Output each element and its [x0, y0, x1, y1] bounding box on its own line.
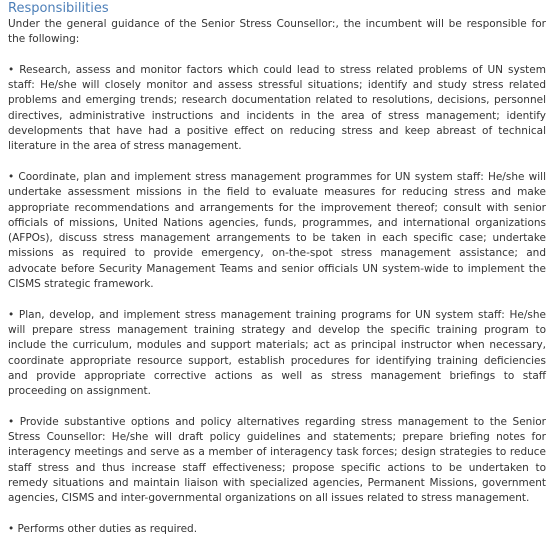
responsibility-research: • Research, assess and monitor factors which could lead to stress related problems of UN system staff: He/she will closely monitor and assess stressful situations; identify and study stress related problems and emerging trends; research documentation related to resolutions, decisions, personnel directives, administrative instructions and incidents in the area of stress management; identify developments that have had a positive effect on reducing stress and keep abreast of technical literature in the area of stress management.: [8, 63, 546, 153]
responsibility-policy: • Provide substantive options and policy alternatives regarding stress management to the Senior Stress Counsellor: He/she will draft policy guidelines and statements; prepare briefing notes for interagency meetings and serve as a member of interagency task forces; design strategies to reduce staff stress and thus increase staff effectiveness; propose specific actions to be undertaken to remedy situations and maintain liaison with specialized agencies, Permanent Missions, government agencies, CISMS and inter-governmental organizations on all issues related to stress management.: [8, 415, 546, 505]
responsibility-other: • Performs other duties as required.: [8, 522, 198, 535]
responsibility-training: • Plan, develop, and implement stress management training programs for UN system staff: He/she will prepare stress management training strategy and develop the specific training program to include the curriculum, modules and support materials; act as principal instructor when necessary, coordinate appropriate resource support, establish procedures for identifying training deficiencies and provide appropriate corrective actions as well as stress management briefings to staff proceeding on assignment.: [8, 308, 546, 398]
paragraph-spacer: [8, 155, 546, 170]
paragraph-spacer: [8, 48, 546, 63]
intro-paragraph: Under the general guidance of the Senior Stress Counsellor:, the incumbent will be responsible for the following:: [8, 18, 546, 46]
paragraph-spacer: [8, 507, 546, 522]
responsibility-coordinate: • Coordinate, plan and implement stress management programmes for UN system staff: He/she will undertake assessment missions in the field to evaluate measures for reducing stress and make appropriate recommendations and arrangements for the improvement thereof; consult with senior officials of missions, United Nations agencies, funds, programmes, and international organizations (AFPOs), discuss stress management arrangements to be taken in each specific case; undertake missions as required to provide emergency, on-the-spot stress management assistance; and advocate before Security Management Teams and senior officials UN system-wide to implement the CISMS strategic framework.: [8, 170, 546, 291]
paragraph-spacer: [8, 399, 546, 414]
section-title: Responsibilities: [8, 1, 109, 16]
paragraph-spacer: [8, 292, 546, 307]
